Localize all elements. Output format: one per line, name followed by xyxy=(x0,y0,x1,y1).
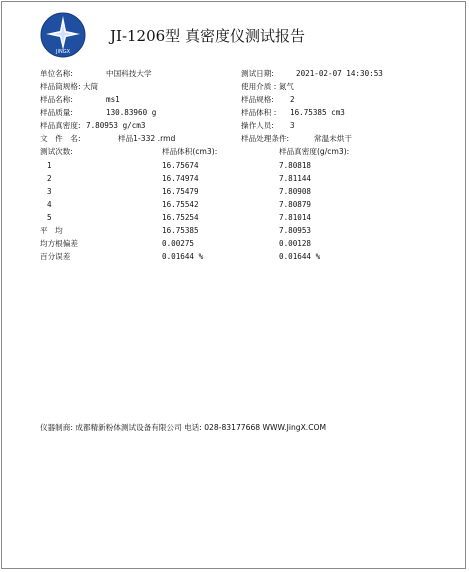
summary-rms-density: 0.00128 xyxy=(279,239,312,248)
unit-value: 中国科技大学 xyxy=(106,69,152,78)
table-row-5-density: 7.81014 xyxy=(279,213,312,222)
table-row-3-index: 3 xyxy=(47,187,52,196)
sample-name-label: 样品名称: xyxy=(40,95,73,104)
header-volume: 样品体积(cm3): xyxy=(162,147,218,156)
summary-rms-label: 均方根偏差 xyxy=(40,239,78,248)
table-row-1-density: 7.80818 xyxy=(279,161,312,170)
unit-label: 单位名称: xyxy=(40,69,73,78)
summary-average-density: 7.80953 xyxy=(279,226,312,235)
table-row-3-volume: 16.75479 xyxy=(162,187,199,196)
mass-label: 样品质量: xyxy=(40,108,73,117)
table-row-2-density: 7.81144 xyxy=(279,174,312,183)
report-title: JI-1206型 真密度仪测试报告 xyxy=(110,27,305,45)
test-date-label: 测试日期: xyxy=(241,69,274,78)
table-row-1-index: 1 xyxy=(47,161,52,170)
summary-error-label: 百分误差 xyxy=(40,252,71,261)
summary-average-label: 平 均 xyxy=(40,226,63,235)
operator-label: 操作人员: xyxy=(241,121,274,130)
density-value: 7.80953 g/cm3 xyxy=(86,121,146,130)
volume-value: 16.75385 cm3 xyxy=(290,108,345,117)
table-row-3-density: 7.80908 xyxy=(279,187,312,196)
table-row-2-volume: 16.74974 xyxy=(162,174,199,183)
table-row-5-index: 5 xyxy=(47,213,52,222)
manufacturer-footer: 仪器制商: 成都精新粉体测试设备有限公司 电话: 028-83177668 WWW.JingX.COM xyxy=(40,423,327,432)
medium-label: 使用介质 : 氮气 xyxy=(241,82,294,91)
volume-label: 样品体积 : xyxy=(241,108,277,117)
file-label: 文 件 名: xyxy=(40,134,81,143)
operator-value: 3 xyxy=(290,121,295,130)
mass-value: 130.83960 g xyxy=(106,108,157,117)
sample-name-value: ms1 xyxy=(106,95,120,104)
header-test-count: 测试次数: xyxy=(40,147,73,156)
jingx-logo xyxy=(40,12,86,58)
table-row-5-volume: 16.75254 xyxy=(162,213,199,222)
summary-rms-volume: 0.00275 xyxy=(162,239,195,248)
file-value: 样品1-332 .rmd xyxy=(118,134,176,143)
density-label: 样品真密度: xyxy=(40,121,81,130)
summary-error-density: 0.01644 % xyxy=(279,252,321,261)
sample-spec-value: 2 xyxy=(290,95,295,104)
process-value: 常温未烘干 xyxy=(314,134,352,143)
cell-label: 样品筒规格: 大筒 xyxy=(40,82,99,91)
sample-spec-label: 样品规格: xyxy=(241,95,274,104)
logo-text: JINGX xyxy=(56,49,70,55)
header-density: 样品真密度(g/cm3): xyxy=(279,147,350,156)
summary-average-volume: 16.75385 xyxy=(162,226,199,235)
summary-error-volume: 0.01644 % xyxy=(162,252,204,261)
table-row-4-density: 7.80879 xyxy=(279,200,312,209)
table-row-4-volume: 16.75542 xyxy=(162,200,199,209)
test-date-value: 2021-02-07 14:30:53 xyxy=(296,69,383,78)
table-row-2-index: 2 xyxy=(47,174,52,183)
table-row-4-index: 4 xyxy=(47,200,52,209)
table-row-1-volume: 16.75674 xyxy=(162,161,199,170)
process-label: 样品处理条件: xyxy=(241,134,290,143)
